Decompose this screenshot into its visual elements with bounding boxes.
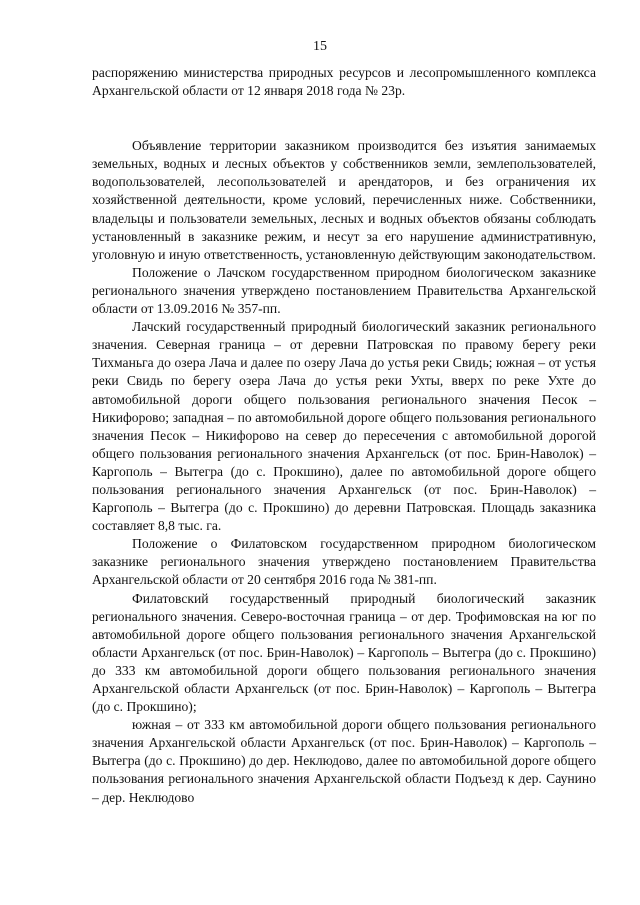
paragraph-lachsky-regulation: Положение о Лачском государственном природном биологическом заказнике регионального значения утверждено постановлением Правительства Архангельской области от 13.09.2016 № 357-пп. (92, 264, 596, 317)
paragraph-filatovsky-northeast: Филатовский государственный природный биологический заказник регионального значения. Северо-восточная граница – от дер. Трофимовская на юг по автомобильной дороге общего пользования регионального значения Архангельской области Архангельск (от пос. Брин-Наволок) – Каргополь – Вытегра (до с. Прокшино) до 333 км автомобильной дороги общего пользования регионального значения Архангельской области Архангельск (от пос. Брин-Наволок) – Каргополь – Вытегра (до с. Прокшино); (92, 590, 596, 715)
paragraph-gap (92, 100, 596, 137)
paragraph-filatovsky-south: южная – от 333 км автомобильной дороги общего пользования регионального значения Архангельской области Архангельск (от пос. Брин-Наволок) – Каргополь – Вытегра (до с. Прокшино) до дер. Неклюдово, далее по автомобильной дороге общего пользования регионального значения Архангельской области Подъезд к дер. Саунино – дер. Неклюдово (92, 717, 596, 805)
paragraph-lachsky-boundaries: Лачский государственный природный биологический заказник регионального значения. Северная граница – от деревни Патровская по правому берегу реки Тихманьга до озера Лача и далее по озеру Лача до устья реки Свидь; южная – от устья реки Свидь по берегу озера Лача до устья реки Ухты, вверх по реке Ухте до автомобильной дороги общего пользования регионального значения Песок – Никифорово; западная – по автомобильной дороге общего пользования регионального значения Песок – Никифорово на север до пересечения с автомобильной дорогой общего пользования регионального значения Архангельск (от пос. Брин-Наволок) – Каргополь – Вытегра (до с. Прокшино), далее по автомобильной дороге общего пользования регионального значения Архангельск (от пос. Брин-Наволок) – Каргополь – Вытегра (до с. Прокшино) до деревни Патровская. Площадь заказника составляет 8,8 тыс. га. (92, 319, 596, 534)
paragraph-declaration: Объявление территории заказником производится без изъятия занимаемых земельных, водных и лесных объектов у собственников земли, землепользователей, водопользователей, лесопользователей и арендаторов, и без ограничения их хозяйственной деятельности, кроме условий, перечисленных ниже. Собственники, владельцы и пользователи земельных, лесных и водных объектов обязаны соблюдать установленный в заказнике режим, и несут за его нарушение административную, уголовную и иную ответственность, установленную действующим законодательством. (92, 138, 596, 262)
paragraph-filatovsky-regulation: Положение о Филатовском государственном природном биологическом заказнике регионального значения утверждено постановлением Правительства Архангельской области от 20 сентября 2016 года № 381-пп. (92, 536, 596, 588)
paragraph-continuation: распоряжению министерства природных ресурсов и лесопромышленного комплекса Архангельской области от 12 января 2018 года № 23р. (92, 65, 596, 99)
page-number: 15 (313, 39, 327, 54)
document-body (92, 64, 596, 807)
